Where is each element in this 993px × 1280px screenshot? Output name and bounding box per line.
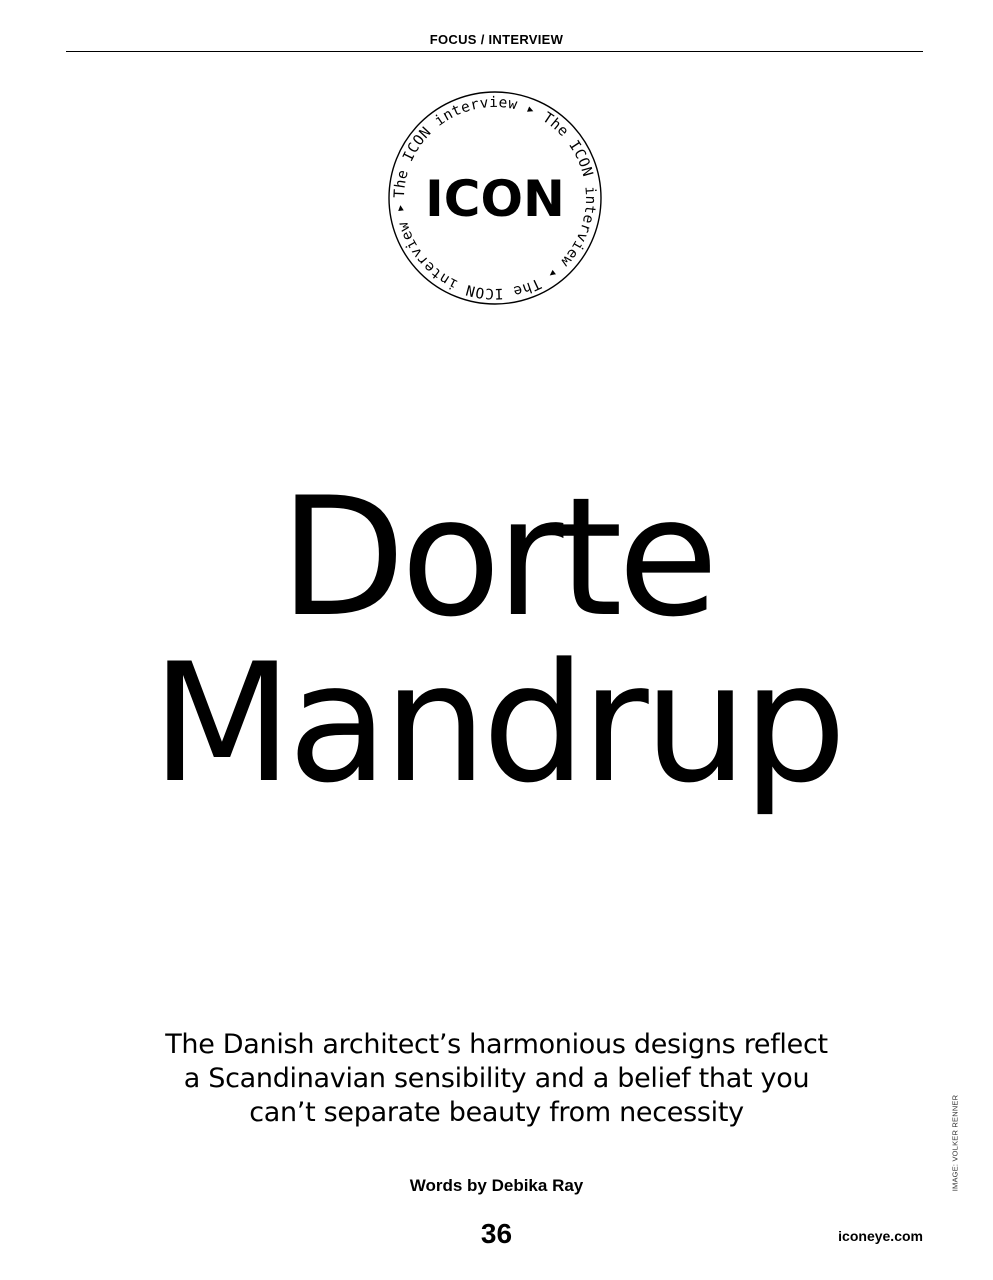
site-url[interactable]: iconeye.com <box>838 1228 923 1244</box>
icon-interview-seal-icon <box>375 78 615 318</box>
interviewee-first-name: Dorte <box>279 462 714 653</box>
page-number: 36 <box>480 1218 513 1249</box>
section-label: FOCUS / INTERVIEW <box>429 32 564 47</box>
logo-wordmark: ICON <box>425 170 565 228</box>
standfirst <box>100 1028 893 1130</box>
standfirst-line: can’t separate beauty from necessity <box>249 1097 744 1128</box>
header-rule <box>66 51 923 52</box>
logo-ring-text: The ICON interview ▸ The ICON interview ▸ The ICON interview ▸ <box>391 94 599 302</box>
standfirst-line: a Scandinavian sensibility and a belief that you <box>183 1063 810 1094</box>
standfirst-line: The Danish architect’s harmonious designs reflect <box>165 1029 828 1060</box>
image-credit <box>948 1092 962 1194</box>
byline: Words by Debika Ray <box>409 1176 584 1195</box>
image-credit-text: IMAGE: VOLKER RENNER <box>950 1094 960 1192</box>
interviewee-last-name: Mandrup <box>151 628 842 819</box>
